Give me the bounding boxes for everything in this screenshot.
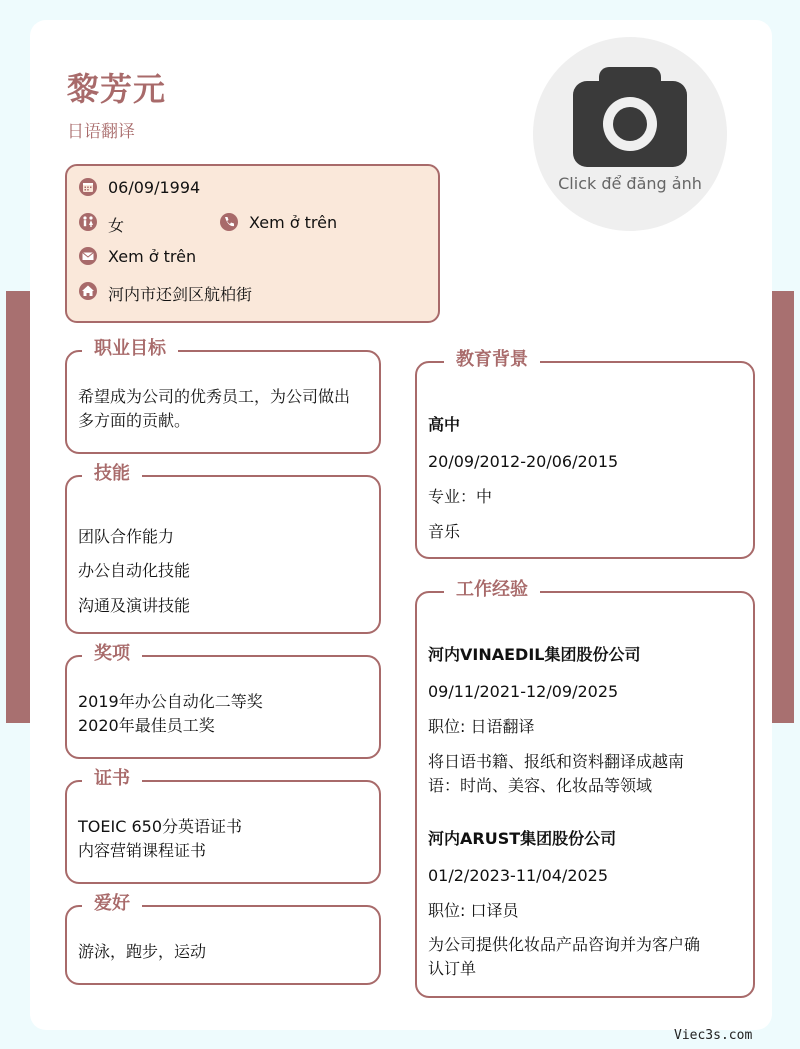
home-icon: [78, 281, 98, 301]
job-company: 河内ARUST集团股份公司: [428, 829, 617, 848]
award-line: 2019年办公自动化二等奖: [78, 692, 263, 711]
job-company: 河内VINAEDIL集团股份公司: [428, 645, 641, 664]
award-line: 2020年最佳员工奖: [78, 716, 215, 735]
certificates-title: 证书: [82, 767, 142, 791]
education-period: 20/09/2012-20/06/2015: [428, 452, 619, 471]
job-description-line: 将日语书籍、报纸和资料翻译成越南: [428, 752, 685, 771]
job-description-line: 语：时尚、美容、化妆品等领域: [428, 776, 653, 795]
awards-title: 奖项: [82, 642, 142, 666]
skill-item: 沟通及演讲技能: [78, 596, 191, 615]
experience-section: [415, 579, 755, 998]
job-description-line: 为公司提供化妆品产品咨询并为客户确: [428, 935, 701, 954]
awards-section: [65, 643, 381, 759]
objective-line-1: 希望成为公司的优秀员工，为公司做出: [78, 387, 351, 406]
calendar-icon: [78, 177, 98, 197]
education-title: 教育背景: [444, 348, 540, 372]
gender: 女: [108, 216, 125, 235]
education-major-label: 专业：中: [428, 487, 493, 506]
job-position: 职位: 口译员: [428, 901, 519, 920]
job-period: 09/11/2021-12/09/2025: [428, 682, 619, 701]
phone-icon: [219, 212, 239, 232]
objective-line-2: 多方面的贡献。: [78, 411, 191, 430]
education-school: 高中: [428, 415, 461, 434]
contact-info-box: [65, 164, 440, 323]
skills-title: 技能: [82, 462, 142, 486]
certificate-line: 内容营销课程证书: [78, 841, 207, 860]
photo-upload[interactable]: [533, 37, 727, 231]
education-section: [415, 349, 755, 559]
email-icon: [78, 246, 98, 266]
job-description-line: 认订单: [428, 959, 477, 978]
address: 河内市还剑区航柏街: [108, 285, 253, 304]
skill-item: 办公自动化技能: [78, 561, 191, 580]
hobbies-section: [65, 893, 381, 985]
experience-title: 工作经验: [444, 578, 540, 602]
candidate-job-title: 日语翻译: [67, 122, 135, 142]
objective-title: 职业目标: [82, 337, 178, 361]
objective-section: [65, 338, 381, 454]
email: Xem ở trên: [108, 247, 197, 266]
photo-caption: Click để đăng ảnh: [558, 174, 702, 193]
left-accent-band: [6, 291, 30, 723]
job-period: 01/2/2023-11/04/2025: [428, 866, 609, 885]
gender-icon: [78, 212, 98, 232]
job-position: 职位: 日语翻译: [428, 717, 535, 736]
phone: Xem ở trên: [249, 213, 338, 232]
certificate-line: TOEIC 650分英语证书: [78, 817, 242, 836]
hobbies-title: 爱好: [82, 892, 142, 916]
birthday: 06/09/1994: [108, 178, 201, 197]
certificates-section: [65, 768, 381, 884]
education-major-value: 音乐: [428, 522, 461, 541]
skill-item: 团队合作能力: [78, 527, 175, 546]
candidate-name: 黎芳元: [67, 70, 167, 108]
hobby-line: 游泳，跑步，运动: [78, 942, 207, 961]
footer-brand: Viec3s.com: [674, 1028, 753, 1043]
skills-section: [65, 463, 381, 634]
camera-icon: [571, 65, 689, 169]
right-accent-band: [772, 291, 794, 723]
